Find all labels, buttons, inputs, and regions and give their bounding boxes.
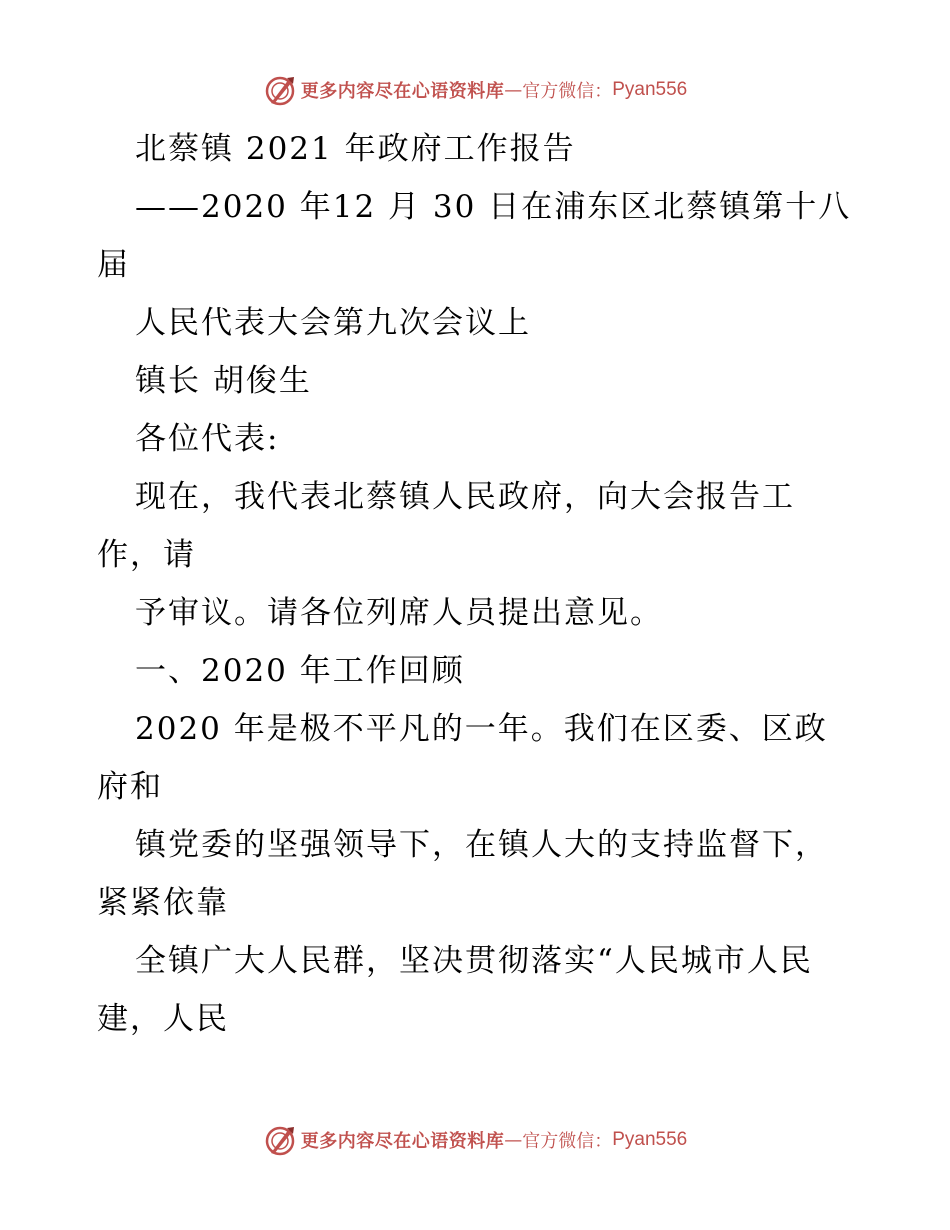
doc-paragraph-wrap: 建，人民	[97, 1001, 229, 1037]
quill-logo-icon	[263, 1123, 297, 1157]
watermark-wechat-id: Pyan556	[612, 79, 688, 100]
quill-logo-icon	[263, 73, 297, 107]
watermark-dash: —	[504, 1129, 523, 1151]
doc-paragraph-line: 予审议。请各位列席人员提出意见。	[135, 595, 663, 631]
watermark-wechat-label: 官方微信：	[522, 1131, 613, 1152]
doc-salutation: 各位代表:	[135, 421, 280, 457]
watermark-banner-bottom	[0, 1120, 950, 1160]
doc-subtitle-wrap: 届	[97, 247, 130, 283]
document-body	[97, 120, 857, 1048]
doc-paragraph-wrap: 作，请	[97, 537, 196, 573]
doc-subtitle-line: ——2020 年12 月 30 日在浦东区北蔡镇第十八	[135, 189, 852, 225]
watermark-dash: —	[504, 79, 523, 101]
doc-title: 北蔡镇 2021 年政府工作报告	[135, 131, 576, 167]
doc-paragraph-line: 现在，我代表北蔡镇人民政府，向大会报告工	[135, 479, 795, 515]
watermark-text: 更多内容尽在心语资料库	[300, 81, 505, 102]
doc-paragraph-line: 全镇广大人民群，坚决贯彻落实“人民城市人民	[135, 943, 813, 979]
doc-paragraph-wrap: 府和	[97, 769, 163, 805]
doc-paragraph-wrap: 紧紧依靠	[97, 885, 229, 921]
watermark-wechat-label: 官方微信：	[522, 81, 613, 102]
watermark-text: 更多内容尽在心语资料库	[300, 1131, 505, 1152]
watermark-wechat-id: Pyan556	[612, 1129, 688, 1150]
doc-paragraph-line: 2020 年是极不平凡的一年。我们在区委、区政	[135, 711, 828, 747]
doc-subtitle-line: 人民代表大会第九次会议上	[135, 305, 531, 341]
doc-author: 镇长 胡俊生	[135, 363, 312, 399]
doc-paragraph-line: 镇党委的坚强领导下，在镇人大的支持监督下，	[135, 827, 828, 863]
watermark-banner-top	[0, 70, 950, 110]
doc-section-heading: 一、2020 年工作回顾	[135, 653, 465, 689]
